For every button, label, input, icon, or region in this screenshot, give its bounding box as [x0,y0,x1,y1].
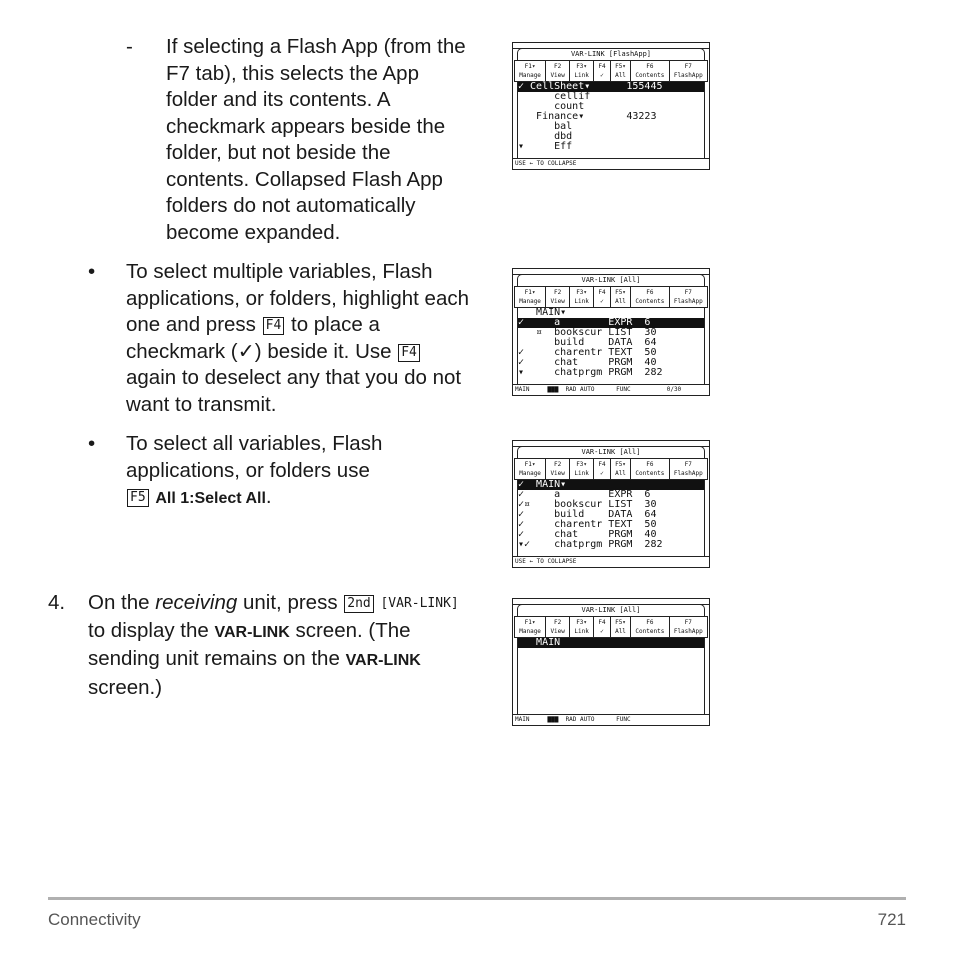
calc-status-bar: USE ← TO COLLAPSE [513,556,709,567]
text-line: screen.) [88,675,163,699]
calculator-screen-receiving [512,598,710,726]
calc-fkey-label: ✓ [600,72,604,79]
text-line: If selecting a Flash App (from the [166,35,466,58]
calc-function-key [631,287,669,307]
flash-app-paragraph [166,34,466,246]
text-fragment: sending unit remains on the [88,647,340,670]
text-line: To select multiple variables, Flash [126,260,433,283]
calc-function-key [594,287,611,307]
footer-divider [48,897,906,900]
calc-fkey-label: Contents [635,72,665,79]
calc-variable-list [517,81,705,158]
calc-function-key [611,287,631,307]
calc-fkey-number: F4 [598,63,606,70]
calc-fkey-label: ✓ [600,470,604,477]
calc-fkey-number: F3▾ [576,289,588,296]
calc-fkey-number: F6 [646,461,654,468]
text-fragment: one and press [126,313,256,336]
calc-fkey-number: F3▾ [576,461,588,468]
text-line [126,484,382,513]
calc-function-key [546,61,570,81]
text-line [88,646,459,675]
calc-list-row: ✓ chat PRGM 40 [518,529,657,540]
text-line [88,618,459,647]
calc-function-key [631,61,669,81]
bullet-marker: • [88,432,96,455]
2nd-key: 2nd [344,595,373,613]
calc-fkey-label: FlashApp [673,628,703,635]
calc-function-key [594,617,611,637]
calc-fkey-number: F5▾ [615,461,626,468]
calc-function-key [631,617,669,637]
calc-fkey-label: FlashApp [673,72,703,79]
calc-fkey-label: FlashApp [673,470,703,477]
calc-fkey-number: F6 [646,619,654,626]
calc-fkey-label: All [615,298,626,305]
calc-function-key [515,617,546,637]
step-number: 4. [48,591,66,614]
calculator-screen-multiple-select [512,268,710,396]
text-line: applications, or folders use [126,458,370,482]
calc-fkey-label: View [550,628,565,635]
calc-list-row: dbd [518,131,573,142]
calc-function-key [570,459,594,479]
text-line: folder and its contents. A [166,88,391,111]
calc-fkey-number: F4 [598,619,606,626]
calc-fkey-label: View [550,298,565,305]
text-fragment: to display the [88,618,209,642]
calc-fkey-label: Contents [635,628,665,635]
calc-fkey-number: F2 [554,63,562,70]
calc-fkey-number: F1▾ [524,289,536,296]
calc-fkey-label: Link [574,298,589,305]
calc-fkey-label: ✓ [600,628,604,635]
calc-function-key [611,61,631,81]
calc-function-key [546,459,570,479]
calc-function-key [570,617,594,637]
calc-list-row: ✓ charentr TEXT 50 [518,519,657,530]
calc-list-row: ✓ build DATA 64 [518,509,657,520]
calc-fkey-number: F1▾ [524,461,536,468]
calc-list-row: ✓ MAIN▾ [518,480,704,490]
calc-function-key [594,61,611,81]
calc-fkey-number: F1▾ [524,619,536,626]
calc-dialog-title: VAR-LINK [All] [517,274,705,286]
calc-function-key [546,617,570,637]
calc-list-row: ▾ Eff [518,141,573,152]
calc-fkey-number: F7 [684,461,692,468]
calc-list-row: ✓¤ bookscur LIST 30 [518,499,657,510]
calc-function-key [594,459,611,479]
calc-function-key [570,287,594,307]
calc-fkey-number: F5▾ [615,63,626,70]
text-fragment: unit, press [243,591,338,614]
calc-function-key-bar [514,286,708,308]
calc-list-row: MAIN [518,638,704,648]
calc-function-key [611,459,631,479]
text-line: become expanded. [166,220,341,244]
text-fragment: checkmark (✓) beside it. Use [126,339,392,363]
calculator-screen-flashapp [512,42,710,170]
calc-dialog-title: VAR-LINK [All] [517,604,705,616]
var-link-label: VAR-LINK [345,652,421,669]
calc-fkey-label: Manage [519,72,541,79]
menu-command: All 1:Select All [155,490,266,507]
calc-function-key-bar [514,616,708,638]
calc-list-row: MAIN▾ [518,307,567,318]
calc-fkey-number: F1▾ [524,63,536,70]
text-line: folders do not automatically [166,194,416,217]
calc-fkey-number: F5▾ [615,289,626,296]
calc-fkey-label: Link [574,470,589,477]
step-4-paragraph [88,590,459,701]
calc-fkey-number: F2 [554,619,562,626]
calc-variable-list [517,307,705,384]
calc-list-row: cellif [518,91,591,102]
calc-fkey-number: F7 [684,63,692,70]
calc-list-row: ¤ bookscur LIST 30 [518,327,657,338]
calc-function-key [515,61,546,81]
calc-function-key [670,617,707,637]
calc-function-key [515,287,546,307]
calc-fkey-number: F5▾ [615,619,626,626]
text-line [126,339,469,366]
calc-fkey-number: F6 [646,289,654,296]
calc-fkey-number: F6 [646,63,654,70]
calc-function-key-bar [514,60,708,82]
calc-function-key [670,459,707,479]
calc-function-key [670,287,707,307]
calc-list-row: count [518,101,585,112]
calc-list-row: ✓ a EXPR 6 [518,489,651,500]
calc-variable-list [517,479,705,556]
calc-fkey-number: F4 [598,461,606,468]
text-line [88,590,459,618]
calc-fkey-number: F3▾ [576,619,588,626]
calc-fkey-label: View [550,470,565,477]
calc-dialog-title: VAR-LINK [FlashApp] [517,48,705,60]
var-link-label: VAR-LINK [214,623,290,641]
calc-variable-list [517,637,705,714]
calc-fkey-number: F2 [554,289,562,296]
calc-list-row: ▾ chatprgm PRGM 282 [518,367,663,378]
calc-list-row: ✓ a EXPR 6 [518,318,704,328]
dash-marker: - [126,35,133,58]
text-line: folder, but not beside the [166,141,391,164]
calc-list-row: bal [518,121,573,132]
calc-function-key [631,459,669,479]
calc-status-bar: MAIN ▇▇▇ RAD AUTO FUNC [513,714,709,725]
text-line: want to transmit. [126,392,277,416]
calc-fkey-number: F7 [684,619,692,626]
calc-fkey-label: Manage [519,470,541,477]
calc-fkey-label: Manage [519,628,541,635]
calc-dialog-title: VAR-LINK [All] [517,446,705,458]
calc-function-key [670,61,707,81]
calc-fkey-number: F4 [598,289,606,296]
calc-fkey-label: Contents [635,470,665,477]
calc-fkey-label: Manage [519,298,541,305]
var-link-key: [VAR-LINK] [380,596,459,611]
text-line: again to deselect any that you do not [126,366,462,389]
calc-fkey-number: F2 [554,461,562,468]
receiving-emphasis: receiving [155,591,238,614]
calculator-screen-select-all [512,440,710,568]
calc-fkey-label: FlashApp [673,298,703,305]
calc-list-row: Finance▾ 43223 [518,111,657,122]
text-line [126,312,469,339]
calc-fkey-label: Link [574,628,589,635]
calc-fkey-label: All [615,72,626,79]
f4-key: F4 [398,344,420,362]
select-all-paragraph [126,431,382,513]
calc-function-key-bar [514,458,708,480]
calc-list-row: build DATA 64 [518,337,657,348]
calc-function-key [546,287,570,307]
calc-fkey-number: F7 [684,289,692,296]
calc-list-row: ✓ CellSheet▾ 155445 [518,82,704,92]
text-fragment: screen. (The [295,618,411,642]
text-line: applications, or folders, highlight each [126,286,470,310]
text-line: To select all variables, Flash [126,432,383,455]
calc-list-row: ✓ charentr TEXT 50 [518,347,657,358]
text-fragment: to place a [291,313,380,336]
footer-section-title: Connectivity [48,910,141,929]
calc-list-row: ✓ chat PRGM 40 [518,357,657,368]
calc-fkey-label: ✓ [600,298,604,305]
calc-fkey-label: Contents [635,298,665,305]
calc-list-row: ▾✓ chatprgm PRGM 282 [518,539,663,550]
text-line: F7 tab), this selects the App [166,61,419,85]
calc-fkey-label: Link [574,72,589,79]
calc-fkey-label: View [550,72,565,79]
calc-function-key [570,61,594,81]
text-line: contents. Collapsed Flash App [166,167,443,191]
f4-key: F4 [263,317,285,335]
text-fragment: On the [88,591,150,614]
calc-function-key [611,617,631,637]
calc-fkey-label: All [615,628,626,635]
text-fragment: . [265,485,272,508]
calc-status-bar: USE ← TO COLLAPSE [513,158,709,169]
calc-status-bar: MAIN ▇▇▇ RAD AUTO FUNC 0/30 [513,384,709,395]
calc-fkey-label: All [615,470,626,477]
bullet-marker: • [88,260,96,283]
select-multiple-paragraph [126,259,469,418]
calc-fkey-number: F3▾ [576,63,588,70]
calc-function-key [515,459,546,479]
page-number: 721 [877,910,906,929]
text-line: checkmark appears beside the [166,114,446,138]
f5-key: F5 [127,489,149,507]
